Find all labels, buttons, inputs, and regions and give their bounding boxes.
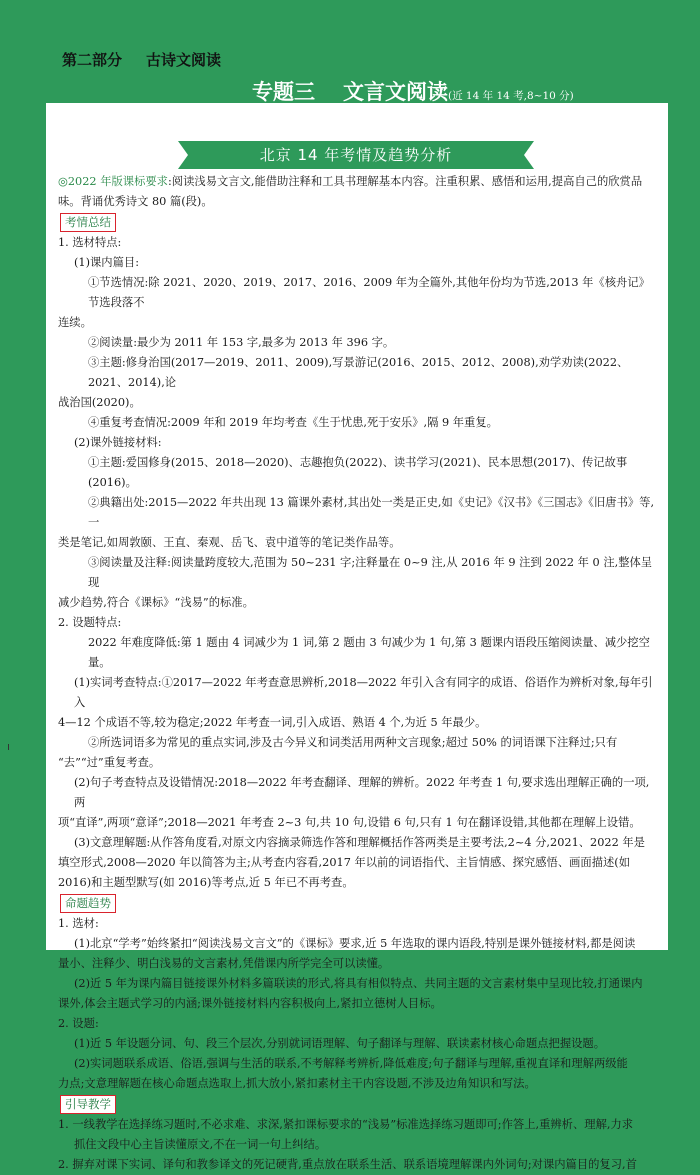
text-line: (2)实词题联系成语、俗语,强调与生活的联系,不考解释考辨析,降低难度;句子翻译与理解,重视直译和理解两级能 — [74, 1057, 628, 1070]
part-label: 第二部分 — [62, 51, 123, 69]
text-line: ①节选情况:除 2021、2020、2019、2017、2016、2009 年为全篇外,其他年份均为节选,2013 年《核舟记》节选段落不 — [88, 276, 650, 309]
tag-line — [58, 212, 656, 233]
text-line: 抓住文段中心主旨读懂原文,不在一词一句上纠结。 — [74, 1138, 327, 1151]
standard-line — [58, 172, 656, 192]
part-name: 古诗文阅读 — [146, 51, 222, 69]
text-line: (2)近 5 年为课内篇目链接课外材料多篇联读的形式,将具有相似特点、共同主题的文言素材集中呈现比较,打通课内 — [74, 977, 643, 990]
text-line: 2016)和主题型默写(如 2016)等考点,近 5 年已不再考查。 — [58, 876, 354, 889]
text-line: (2)句子考查特点及设错情况:2018—2022 年考查翻译、理解的辨析。2022 年考查 1 句,要求选出理解正确的一项,两 — [74, 776, 650, 809]
topic-subtitle: (近 14 年 14 考,8~10 分) — [448, 90, 574, 102]
topic-title — [252, 76, 574, 106]
margin-mark — [8, 744, 9, 750]
text-line: 力点;文意理解题在核心命题点选取上,抓大放小,紧扣素材主干内容设题,不涉及边角知识和写法。 — [58, 1077, 536, 1090]
text-line: 类是笔记,如周敦颐、王直、秦观、岳飞、袁中道等的笔记类作品等。 — [58, 536, 401, 549]
text-line: ②阅读量:最少为 2011 年 153 字,最多为 2013 年 396 字。 — [88, 336, 395, 349]
heading-line: 2. 设题特点: — [58, 616, 122, 629]
text-line: ③阅读量及注释:阅读量跨度较大,范围为 50~231 字;注释量在 0~9 注,从 2016 年 9 注到 2022 年 0 注,整体呈现 — [88, 556, 653, 589]
text-line: ④重复考查情况:2009 年和 2019 年均考查《生于忧患,死于安乐》,隔 9 年重复。 — [88, 416, 498, 429]
heading-line: 2. 设题: — [58, 1017, 99, 1030]
text-line: 减少趋势,符合《课标》“浅易”的标准。 — [58, 596, 254, 609]
part-title — [62, 49, 221, 70]
text-line: (3)文意理解题:从作答角度看,对原文内容摘录筛选作答和理解概括作答两类是主要考法,2~4 分,2021、2022 年是 — [74, 836, 645, 849]
text-line: (2)课外链接材料: — [74, 436, 162, 449]
text-line: 战治国(2020)。 — [58, 396, 141, 409]
text-line: 连续。 — [58, 316, 92, 329]
section-tag-summary: 考情总结 — [60, 213, 116, 232]
section-tag-teaching: 引导教学 — [60, 1095, 116, 1114]
text-line: 项“直译”,两项“意译”;2018—2021 年考查 2~3 句,共 10 句,设错 6 句,只有 1 句在翻译设错,其他都在理解上设错。 — [58, 816, 641, 829]
section-tag-trends: 命题趋势 — [60, 894, 116, 913]
text-line: 2. 摒弃对课下实词、译句和教参译文的死记硬背,重点放在联系生活、联系语境理解课内外词句;对课内篇目的复习,首 — [58, 1158, 637, 1171]
text-line: 课外,体会主题式学习的内涵;课外链接材料内容积极向上,紧扣立德树人目标。 — [58, 997, 442, 1010]
text-line: 填空形式,2008—2020 年以简答为主;从考查内容看,2017 年以前的词语指代、主旨情感、探究感悟、画面描述(如 — [58, 856, 631, 869]
text-line: (1)实词考查特点:①2017—2022 年考查意思辨析,2018—2022 年引入含有同字的成语、俗语作为辨析对象,每年引入 — [74, 676, 653, 709]
text-line: (1)近 5 年设题分词、句、段三个层次,分别就词语理解、句子翻译与理解、联读素材核心命题点把握设题。 — [74, 1037, 606, 1050]
banner-title: 北京 14 年考情及趋势分析 — [259, 146, 453, 164]
topic-name: 文言文阅读 — [343, 80, 448, 104]
text-line: ②典籍出处:2015—2022 年共出现 13 篇课外素材,其出处一类是正史,如《史记》《汉书》《三国志》《旧唐书》等,一 — [88, 496, 655, 529]
text-line: 2022 年难度降低:第 1 题由 4 词减少为 1 词,第 2 题由 3 句减少为 1 句,第 3 题课内语段压缩阅读量、减少挖空量。 — [88, 636, 650, 669]
text-line: (1)北京“学考”始终紧扣“阅读浅易文言文”的《课标》要求,近 5 年选取的课内语段,特别是课外链接材料,都是阅读 — [74, 937, 636, 950]
tag-line — [58, 893, 656, 914]
text-line: 4—12 个成语不等,较为稳定;2022 年考查一词,引入成语、熟语 4 个,为近 5 年最少。 — [58, 716, 487, 729]
standard-label: ◎2022 年版课标要求 — [58, 175, 168, 188]
standard-text: :阅读浅易文言文,能借助注释和工具书理解基本内容。注重积累、感悟和运用,提高自己的欣赏品 — [167, 175, 643, 188]
text-line: 1. 一线教学在选择练习题时,不必求难、求深,紧扣课标要求的“浅易”标准选择练习题即可;作答上,重辨析、理解,力求 — [58, 1118, 634, 1131]
text-line: 量小、注释少、明白浅易的文言素材,凭借课内所学完全可以读懂。 — [58, 957, 390, 970]
text-line: 味。背诵优秀诗文 80 篇(段)。 — [58, 195, 213, 208]
heading-line: 1. 选材特点: — [58, 236, 122, 249]
heading-line: 1. 选材: — [58, 917, 99, 930]
tag-line — [58, 1094, 656, 1115]
text-line: ①主题:爱国修身(2015、2018—2020)、志趣抱负(2022)、读书学习(2021)、民本思想(2017)、传记故事(2016)。 — [88, 456, 628, 489]
analysis-content — [58, 172, 656, 1175]
section-banner — [178, 140, 534, 170]
text-line: ②所选词语多为常见的重点实词,涉及古今异义和词类活用两种文言现象;超过 50% 的词语课下注释过;只有 — [88, 736, 618, 749]
text-line: (1)课内篇目: — [74, 256, 139, 269]
text-line: “去”“过”重复考查。 — [58, 756, 161, 769]
topic-label: 专题三 — [252, 80, 315, 104]
text-line: ③主题:修身治国(2017—2019、2011、2009),写景游记(2016、2015、2012、2008),劝学劝读(2022、2021、2014),论 — [88, 356, 629, 389]
